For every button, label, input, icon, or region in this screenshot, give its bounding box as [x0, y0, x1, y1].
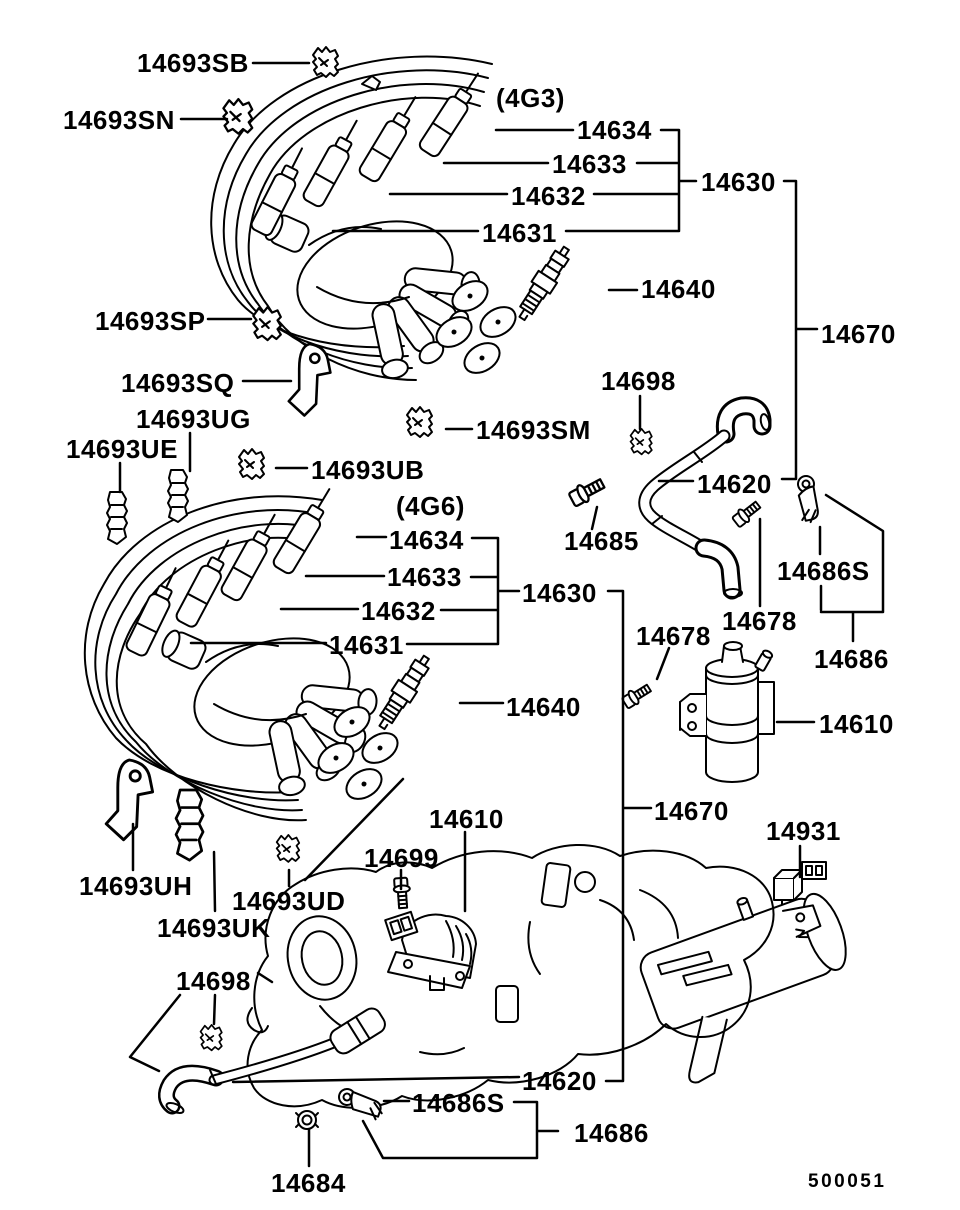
part-label-14699: 14699 [364, 843, 439, 873]
part-label-14686s-upper: 14686S [777, 556, 870, 586]
clip-14698-lower-drawing [201, 1025, 222, 1051]
part-label-14670-4g6: 14670 [654, 796, 729, 826]
part-label-14693ub: 14693UB [311, 455, 425, 485]
high-tension-cable-14620-upper-drawing [645, 406, 771, 597]
clip-14693ug-drawing [168, 470, 188, 522]
clip-14693ub-drawing [239, 449, 264, 479]
clip-14693uk-drawing [176, 790, 203, 860]
clip-14693ud-drawing [277, 835, 300, 862]
part-label-14693sq: 14693SQ [121, 368, 235, 398]
part-label-14620-lower: 14620 [522, 1066, 597, 1096]
part-label-14633-4g6: 14633 [387, 562, 462, 592]
part-label-14631-4g3: 14631 [482, 218, 557, 248]
terminal-14686s-lower-drawing [336, 1088, 385, 1120]
clip-14693sp-drawing [253, 307, 280, 340]
clip-14693sm-drawing [407, 407, 432, 437]
clip-14698-upper-drawing [631, 429, 652, 455]
part-label-14693sp: 14693SP [95, 306, 206, 336]
part-label-14610-lower: 14610 [429, 804, 504, 834]
part-label-14684: 14684 [271, 1168, 346, 1198]
engine-variant-4g3: (4G3) [496, 83, 565, 113]
part-label-14640-4g6: 14640 [506, 692, 581, 722]
engine-variant-4g6: (4G6) [396, 491, 465, 521]
screw-14678-left-drawing [621, 682, 653, 710]
terminal-14686s-upper-drawing [787, 474, 827, 525]
bracket-4g3-14670-chain [782, 181, 817, 479]
bracket-14693sq-drawing [289, 344, 331, 416]
cable-boot-14634-4g3 [418, 68, 488, 159]
part-label-14693ue: 14693UE [66, 434, 178, 464]
part-label-14685: 14685 [564, 526, 639, 556]
bolt-14685-drawing [567, 475, 606, 507]
part-label-14632-4g3: 14632 [511, 181, 586, 211]
part-label-14698-lower: 14698 [176, 966, 251, 996]
part-label-14698-upper: 14698 [601, 366, 676, 396]
part-label-14640-4g3: 14640 [641, 274, 716, 304]
part-label-14678-left: 14678 [636, 621, 711, 651]
part-label-14633-4g3: 14633 [552, 149, 627, 179]
part-label-14610-right: 14610 [819, 709, 894, 739]
bracket-14693uh-drawing [106, 760, 152, 840]
part-label-14693sb: 14693SB [137, 48, 249, 78]
clip-14693sn-drawing [223, 99, 252, 133]
part-label-14693sn: 14693SN [63, 105, 175, 135]
part-label-14630-4g6: 14630 [522, 578, 597, 608]
ignition-coil-14610-drawing [680, 642, 774, 782]
part-label-14693ug: 14693UG [136, 404, 251, 434]
clip-14693ue-drawing [107, 492, 127, 544]
screw-14678-right-drawing [731, 499, 763, 529]
nut-14684-drawing [296, 1111, 318, 1129]
spark-plug-4g6-drawing [372, 651, 436, 733]
part-label-14686-upper: 14686 [814, 644, 889, 674]
bracket-4g6-14670-chain [606, 591, 651, 1081]
part-label-14693sm: 14693SM [476, 415, 591, 445]
coil-unit-14610-lower-drawing [385, 912, 476, 990]
part-label-14632-4g6: 14632 [361, 596, 436, 626]
part-label-14686-lower: 14686 [574, 1118, 649, 1148]
part-label-14693ud: 14693UD [232, 886, 346, 916]
part-label-14693uk: 14693UK [157, 913, 271, 943]
part-label-14931: 14931 [766, 816, 841, 846]
part-label-14620-upper: 14620 [697, 469, 772, 499]
cylinder-unit-drawing [629, 870, 874, 1088]
clip-14693sb-drawing [313, 47, 338, 77]
part-label-14634-4g6: 14634 [389, 525, 464, 555]
spark-plug-4g3-drawing [512, 242, 576, 324]
part-label-14634-4g3: 14634 [577, 115, 652, 145]
part-label-14686s-lower: 14686S [412, 1088, 505, 1118]
figure-code: 500051 [808, 1171, 887, 1192]
part-label-14630-4g3: 14630 [701, 167, 776, 197]
part-label-14693uh: 14693UH [79, 871, 193, 901]
part-label-14631-4g6: 14631 [329, 630, 404, 660]
part-label-14670-4g3: 14670 [821, 319, 896, 349]
cable-boot-14632-4g3 [301, 115, 366, 208]
part-label-14678-right: 14678 [722, 606, 797, 636]
distributor-4g3-drawing [261, 203, 480, 381]
